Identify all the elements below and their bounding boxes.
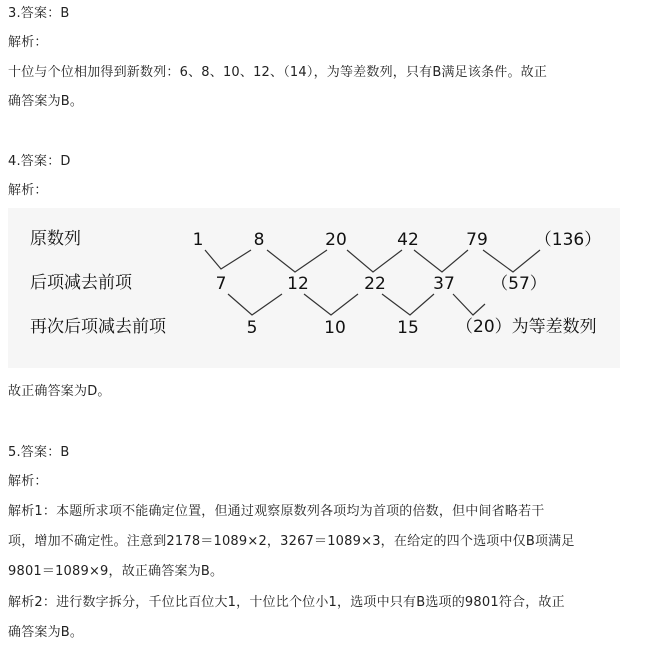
q5-solution2-line-1: 解析2：进行数字拆分，千位比百位大1，十位比个位小1，选项中只有B选项的9801符合，故正 (8, 595, 565, 610)
diff-term: 22 (364, 274, 386, 294)
second-diff-term: 15 (397, 318, 419, 338)
connector-v6 (228, 294, 282, 315)
q3-text-line-2: 确答案为B。 (8, 94, 84, 109)
connector-v9 (453, 294, 485, 315)
connector-v8 (382, 294, 434, 315)
seq-term: 1 (192, 230, 204, 250)
connector-v3 (347, 250, 402, 272)
second-diff-answer: （20）为等差数列 (456, 317, 597, 337)
q5-solution2-line-2: 确答案为B。 (8, 625, 84, 640)
seq-term-answer: （136） (534, 230, 602, 250)
connector-v7 (304, 294, 358, 315)
seq-term: 20 (325, 230, 347, 250)
row-label-original: 原数列 (30, 229, 81, 249)
connector-v5 (483, 250, 540, 272)
diff-term: 12 (287, 274, 309, 294)
row-label-second-difference: 再次后项减去前项 (30, 317, 166, 337)
q5-solution1-line-3: 9801＝1089×9，故正确答案为B。 (8, 564, 224, 579)
diff-term: 7 (215, 274, 227, 294)
q3-analysis-label: 解析： (8, 35, 48, 50)
diff-term: 37 (433, 274, 455, 294)
q3-answer-heading: 3.答案：B (8, 6, 70, 21)
diff-term-answer: （57） (491, 274, 547, 294)
q5-solution1-line-1: 解析1：本题所求项不能确定位置，但通过观察原数列各项均为首项的倍数，但中间省略若干 (8, 504, 545, 519)
second-diff-term: 5 (246, 318, 258, 338)
connector-v4 (414, 250, 468, 272)
q4-conclusion: 故正确答案为D。 (8, 384, 111, 399)
q3-text-line-1: 十位与个位相加得到新数列：6、8、10、12、（14），为等差数列，只有B满足该条件。故正 (8, 65, 548, 80)
connector-v2 (267, 250, 327, 272)
q4-answer-heading: 4.答案：D (8, 154, 71, 169)
seq-term: 79 (466, 230, 488, 250)
q5-answer-heading: 5.答案：B (8, 445, 70, 460)
second-diff-term: 10 (324, 318, 346, 338)
q5-analysis-label: 解析： (8, 474, 48, 489)
seq-term: 42 (397, 230, 419, 250)
connector-v1 (205, 250, 251, 269)
row-label-first-difference: 后项减去前项 (30, 273, 132, 293)
q5-solution1-line-2: 项，增加不确定性。注意到2178＝1089×2，3267＝1089×3，在给定的四个选项中仅B项满足 (8, 534, 575, 549)
seq-term: 8 (253, 230, 265, 250)
difference-sequence-figure (8, 208, 620, 368)
q4-analysis-label: 解析： (8, 183, 48, 198)
